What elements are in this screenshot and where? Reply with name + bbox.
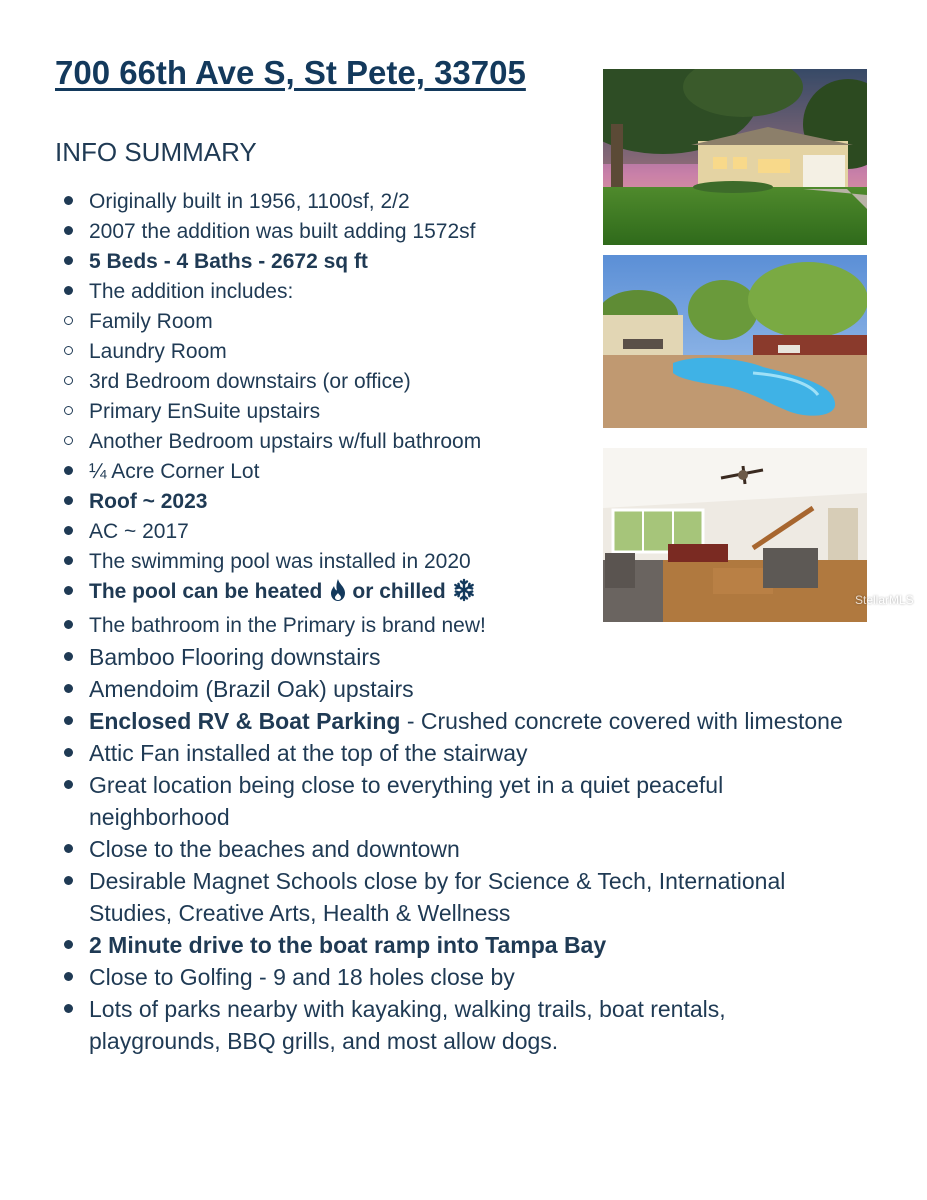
bullet-disc — [64, 226, 73, 235]
list-item: 5 Beds - 4 Baths - 2672 sq ft — [55, 247, 845, 277]
sub-list-item: 3rd Bedroom downstairs (or office) — [55, 367, 845, 397]
bullet-circle — [64, 316, 73, 325]
bullet-disc — [64, 684, 73, 693]
sub-list-item: Laundry Room — [55, 337, 845, 367]
bullet-circle — [64, 346, 73, 355]
info-summary-heading: INFO SUMMARY — [55, 137, 257, 167]
list-item: Enclosed RV & Boat Parking - Crushed concrete covered with limestone — [55, 705, 845, 737]
bullet-disc — [64, 286, 73, 295]
sub-list-item: Family Room — [55, 307, 845, 337]
list-item: Desirable Magnet Schools close by for Science & Tech, International Studies, Creative Arts, Health & Wellness — [55, 865, 845, 929]
list-item: Bamboo Flooring downstairs — [55, 641, 845, 673]
bullet-circle — [64, 436, 73, 445]
list-item: Roof ~ 2023 — [55, 487, 845, 517]
bullet-circle — [64, 406, 73, 415]
bullet-disc — [64, 940, 73, 949]
list-item: AC ~ 2017 — [55, 517, 845, 547]
list-item: Lots of parks nearby with kayaking, walking trails, boat rentals, playgrounds, BBQ grills, and most allow dogs. — [55, 993, 845, 1057]
bullet-disc — [64, 526, 73, 535]
list-item: The bathroom in the Primary is brand new! — [55, 611, 845, 641]
watermark: StellarMLS — [855, 593, 914, 607]
bullet-disc — [64, 196, 73, 205]
list-item: Amendoim (Brazil Oak) upstairs — [55, 673, 845, 705]
list-item: ¼ Acre Corner Lot — [55, 457, 845, 487]
list-item: The addition includes: — [55, 277, 845, 307]
bullet-disc — [64, 586, 73, 595]
bullet-disc — [64, 466, 73, 475]
list-item: Great location being close to everything yet in a quiet peaceful neighborhood — [55, 769, 845, 833]
list-item: 2 Minute drive to the boat ramp into Tampa Bay — [55, 929, 845, 961]
bullet-disc — [64, 972, 73, 981]
list-item: 2007 the addition was built adding 1572sf — [55, 217, 845, 247]
bullet-disc — [64, 876, 73, 885]
bullet-disc — [64, 748, 73, 757]
list-item: Close to the beaches and downtown — [55, 833, 845, 865]
family-room-photo — [603, 448, 867, 622]
bullet-disc — [64, 780, 73, 789]
list-item: Originally built in 1956, 1100sf, 2/2 — [55, 187, 845, 217]
bullet-disc — [64, 716, 73, 725]
list-item: Close to Golfing - 9 and 18 holes close by — [55, 961, 845, 993]
bullet-disc — [64, 556, 73, 565]
pool-photo — [603, 255, 867, 428]
list-item: The swimming pool was installed in 2020 — [55, 547, 845, 577]
bullet-disc — [64, 496, 73, 505]
sub-list-item: Primary EnSuite upstairs — [55, 397, 845, 427]
page-title: 700 66th Ave S, St Pete, 33705 — [55, 54, 526, 91]
bullet-circle — [64, 376, 73, 385]
bullet-disc — [64, 1004, 73, 1013]
bullet-disc — [64, 256, 73, 265]
bullet-disc — [64, 652, 73, 661]
house-exterior-photo — [603, 69, 867, 245]
bullet-disc — [64, 620, 73, 629]
fire-icon — [328, 578, 348, 611]
list-item: Attic Fan installed at the top of the stairway — [55, 737, 845, 769]
bullet-disc — [64, 844, 73, 853]
snowflake-icon — [452, 578, 476, 611]
sub-list-item: Another Bedroom upstairs w/full bathroom — [55, 427, 845, 457]
list-item: The pool can be heated or chilled — [55, 577, 845, 611]
